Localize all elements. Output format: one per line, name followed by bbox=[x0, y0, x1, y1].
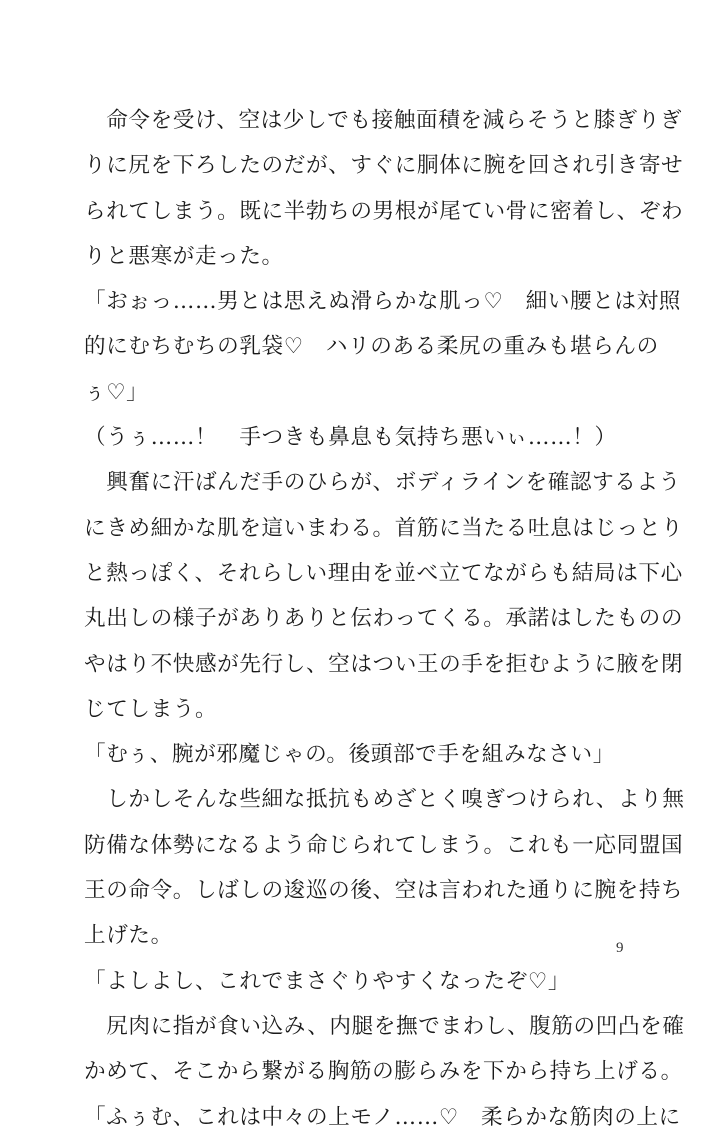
text-line-6: 的にむちむちの乳袋♡ ハリのある柔尻の重みも堪らんの bbox=[84, 334, 659, 360]
text-line-12: 丸出しの様子がありありと伝わってくる。承諾はしたものの bbox=[84, 606, 684, 632]
text-line-21: 尻肉に指が食い込み、内腿を撫でまわし、腹筋の凹凸を確 bbox=[84, 1013, 685, 1039]
text-line-15: 「むぅ、腕が邪魔じゃの。後頭部で手を組みなさい」 bbox=[84, 742, 615, 768]
text-line-2: りに尻を下ろしたのだが、すぐに胴体に腕を回され引き寄せ bbox=[84, 153, 684, 179]
text-line-7: ぅ♡」 bbox=[84, 379, 149, 405]
text-line-8: （うぅ……！ 手つきも鼻息も気持ち悪いぃ……！） bbox=[84, 425, 617, 451]
text-line-20: 「よしよし、これでまさぐりやすくなったぞ♡」 bbox=[84, 968, 571, 994]
text-line-17: 防備な体勢になるよう命じられてしまう。これも一応同盟国 bbox=[84, 832, 684, 858]
text-line-19: 上げた。 bbox=[84, 923, 173, 949]
text-line-18: 王の命令。しばしの逡巡の後、空は言われた通りに腕を持ち bbox=[84, 878, 684, 904]
body-text bbox=[84, 98, 685, 1140]
text-line-14: じてしまう。 bbox=[84, 696, 218, 722]
text-line-1: 命令を受け、空は少しでも接触面積を減らそうと膝ぎりぎ bbox=[84, 108, 683, 133]
text-line-4: りと悪寒が走った。 bbox=[84, 243, 284, 269]
page-number: 9 bbox=[616, 940, 624, 956]
text-line-9: 興奮に汗ばんだ手のひらが、ボディラインを確認するよう bbox=[84, 470, 681, 496]
text-line-22: かめて、そこから繋がる胸筋の膨らみを下から持ち上げる。 bbox=[84, 1059, 683, 1085]
text-line-3: られてしまう。既に半勃ちの男根が尾てい骨に密着し、ぞわ bbox=[84, 198, 684, 224]
text-line-13: やはり不快感が先行し、空はつい王の手を拒むように腋を閉 bbox=[84, 651, 684, 677]
text-line-10: にきめ細かな肌を這いまわる。首筋に当たる吐息はじっとり bbox=[84, 515, 684, 541]
text-line-23: 「ふぅむ、これは中々の上モノ……♡ 柔らかな筋肉の上に bbox=[84, 1104, 681, 1130]
text-line-16: しかしそんな些細な抵抗もめざとく嗅ぎつけられ、より無 bbox=[84, 787, 685, 813]
text-line-11: と熱っぽく、それらしい理由を並べ立てながらも結局は下心 bbox=[84, 560, 683, 586]
text-line-5: 「おぉっ……男とは思えぬ滑らかな肌っ♡ 細い腰とは対照 bbox=[84, 289, 681, 315]
